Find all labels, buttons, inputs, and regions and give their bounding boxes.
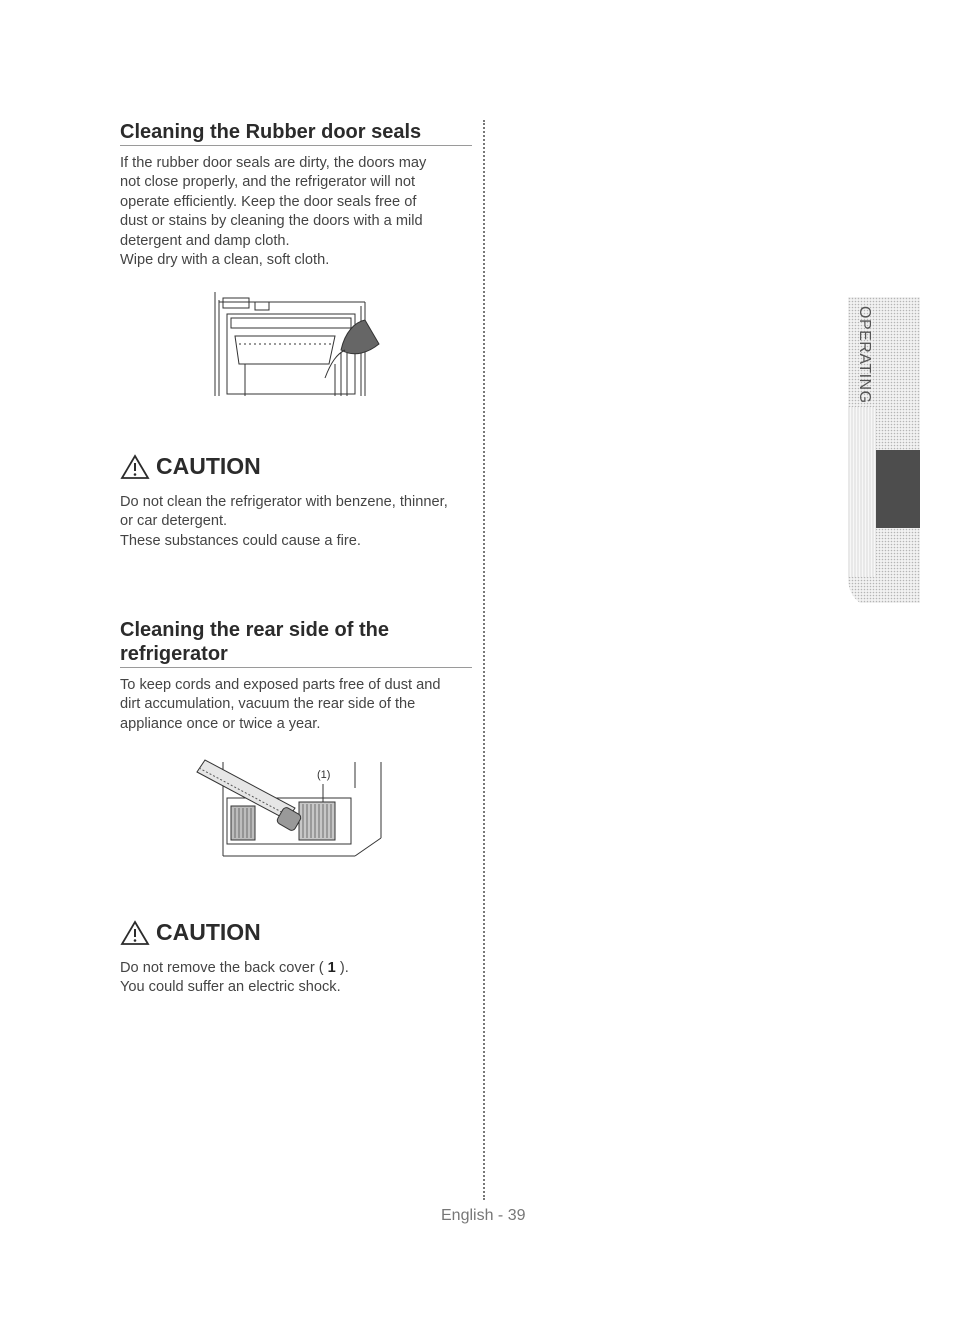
rear-side-paragraph bbox=[120, 676, 470, 734]
side-tab-label: OPERATING bbox=[856, 306, 873, 404]
caution-1-text bbox=[120, 493, 470, 551]
rubber-seals-paragraph bbox=[120, 154, 470, 270]
caution-heading-2 bbox=[120, 919, 261, 946]
paragraph-line: Do not clean the refrigerator with benzene, thinner, bbox=[120, 494, 448, 510]
heading-line: refrigerator bbox=[120, 643, 228, 665]
page-number: English - 39 bbox=[441, 1207, 526, 1224]
paragraph-line: Wipe dry with a clean, soft cloth. bbox=[120, 252, 330, 269]
door-seal-illustration bbox=[205, 292, 385, 398]
caution-title: CAUTION bbox=[156, 453, 261, 479]
rear-vacuum-illustration bbox=[195, 758, 387, 858]
paragraph-line: dust or stains by cleaning the doors with a mild bbox=[120, 213, 423, 230]
caution-2-text bbox=[120, 959, 470, 998]
caution-title: CAUTION bbox=[156, 919, 261, 945]
figure-callout-1: (1) bbox=[317, 769, 331, 781]
paragraph-line: These substances could cause a fire. bbox=[120, 532, 361, 549]
paragraph-line: dirt accumulation, vacuum the rear side of the bbox=[120, 696, 416, 713]
warning-triangle-icon bbox=[120, 454, 150, 480]
section-heading-rubber-seals: Cleaning the Rubber door seals bbox=[120, 120, 472, 146]
paragraph-line: appliance once or twice a year. bbox=[120, 715, 321, 732]
caution-heading-1 bbox=[120, 453, 261, 480]
section-heading-rear-side bbox=[120, 618, 472, 668]
bold-callout-number: 1 bbox=[327, 960, 336, 976]
paragraph-line: To keep cords and exposed parts free of dust and bbox=[120, 677, 441, 693]
paragraph-line: operate efficiently. Keep the door seals free of bbox=[120, 193, 417, 210]
paragraph-line bbox=[120, 959, 470, 978]
warning-triangle-icon bbox=[120, 920, 150, 946]
paragraph-line: You could suffer an electric shock. bbox=[120, 979, 341, 996]
paragraph-line: or car detergent. bbox=[120, 513, 228, 530]
paragraph-line: If the rubber door seals are dirty, the doors may bbox=[120, 155, 427, 171]
heading-line: Cleaning the rear side of the bbox=[120, 619, 389, 641]
paragraph-line: not close properly, and the refrigerator will not bbox=[120, 174, 415, 191]
text-run: Do not remove the back cover ( bbox=[120, 960, 328, 976]
text-run: ). bbox=[335, 960, 349, 976]
column-divider bbox=[483, 120, 485, 1200]
paragraph-line: detergent and damp cloth. bbox=[120, 232, 290, 249]
